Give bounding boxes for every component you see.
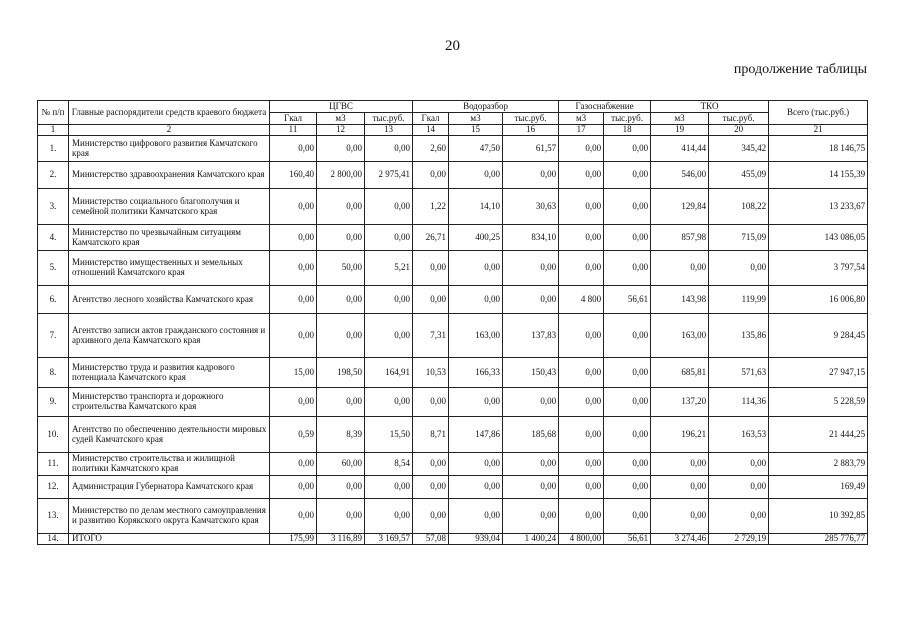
row-value: 30,63 bbox=[503, 189, 559, 225]
row-value: 0,00 bbox=[559, 476, 604, 499]
row-value: 0,00 bbox=[365, 189, 413, 225]
row-value: 185,68 bbox=[503, 417, 559, 453]
row-value: 3 797,54 bbox=[769, 251, 868, 286]
row-value: 0,00 bbox=[413, 162, 449, 189]
row-value: 147,86 bbox=[449, 417, 503, 453]
row-name: ИТОГО bbox=[69, 534, 270, 545]
row-value: 1,22 bbox=[413, 189, 449, 225]
row-value: 939,04 bbox=[449, 534, 503, 545]
row-value: 345,42 bbox=[709, 136, 769, 162]
page-number: 20 bbox=[445, 38, 460, 54]
row-value: 163,00 bbox=[651, 314, 709, 358]
row-value: 10,53 bbox=[413, 358, 449, 388]
header-unit: Гкал bbox=[270, 113, 317, 125]
column-number: 12 bbox=[317, 125, 365, 136]
column-number: 11 bbox=[270, 125, 317, 136]
row-value: 2 800,00 bbox=[317, 162, 365, 189]
row-value: 21 444,25 bbox=[769, 417, 868, 453]
row-value: 0,00 bbox=[317, 286, 365, 314]
header-total: Всего (тыс.руб.) bbox=[769, 101, 868, 125]
row-number: 4. bbox=[38, 225, 69, 251]
row-value: 0,00 bbox=[317, 189, 365, 225]
row-value: 60,00 bbox=[317, 453, 365, 476]
row-value: 169,49 bbox=[769, 476, 868, 499]
row-value: 26,71 bbox=[413, 225, 449, 251]
row-value: 0,00 bbox=[559, 189, 604, 225]
row-value: 0,00 bbox=[365, 388, 413, 417]
row-value: 0,00 bbox=[365, 225, 413, 251]
row-number: 12. bbox=[38, 476, 69, 499]
column-number: 2 bbox=[69, 125, 270, 136]
row-name: Министерство по делам местного самоуправления и развитию Корякского округа Камчатского края bbox=[69, 499, 270, 534]
row-value: 13 233,67 bbox=[769, 189, 868, 225]
row-number: 7. bbox=[38, 314, 69, 358]
row-value: 8,71 bbox=[413, 417, 449, 453]
row-value: 0,00 bbox=[503, 499, 559, 534]
row-value: 0,00 bbox=[503, 388, 559, 417]
row-value: 0,00 bbox=[413, 476, 449, 499]
row-value: 0,00 bbox=[651, 476, 709, 499]
row-value: 137,83 bbox=[503, 314, 559, 358]
row-value: 0,00 bbox=[449, 476, 503, 499]
header-group-cgvs: ЦГВС bbox=[270, 101, 413, 113]
table-row bbox=[38, 534, 868, 545]
row-value: 50,00 bbox=[317, 251, 365, 286]
table-row bbox=[38, 476, 868, 499]
table-row bbox=[38, 136, 868, 162]
row-value: 2 975,41 bbox=[365, 162, 413, 189]
row-value: 16 006,80 bbox=[769, 286, 868, 314]
row-value: 3 274,46 bbox=[651, 534, 709, 545]
row-value: 0,00 bbox=[365, 136, 413, 162]
table-row bbox=[38, 251, 868, 286]
column-number: 15 bbox=[449, 125, 503, 136]
column-number-row bbox=[38, 125, 868, 136]
row-value: 0,00 bbox=[270, 314, 317, 358]
row-value: 285 776,77 bbox=[769, 534, 868, 545]
row-value: 0,00 bbox=[317, 314, 365, 358]
row-value: 0,00 bbox=[270, 225, 317, 251]
budget-table bbox=[37, 100, 868, 545]
row-value: 0,00 bbox=[604, 136, 651, 162]
continuation-label: продолжение таблицы bbox=[733, 62, 867, 77]
row-value: 0,00 bbox=[604, 314, 651, 358]
header-unit: тыс.руб. bbox=[709, 113, 769, 125]
row-value: 0,00 bbox=[709, 453, 769, 476]
table-row bbox=[38, 314, 868, 358]
row-value: 56,61 bbox=[604, 286, 651, 314]
row-value: 164,91 bbox=[365, 358, 413, 388]
row-value: 14 155,39 bbox=[769, 162, 868, 189]
row-value: 0,00 bbox=[413, 499, 449, 534]
row-value: 0,00 bbox=[709, 476, 769, 499]
row-value: 0,00 bbox=[709, 499, 769, 534]
row-number: 3. bbox=[38, 189, 69, 225]
row-value: 0,00 bbox=[604, 251, 651, 286]
row-value: 0,00 bbox=[449, 251, 503, 286]
column-number: 19 bbox=[651, 125, 709, 136]
row-value: 571,63 bbox=[709, 358, 769, 388]
row-value: 2,60 bbox=[413, 136, 449, 162]
header-unit: тыс.руб. bbox=[604, 113, 651, 125]
row-value: 0,00 bbox=[604, 388, 651, 417]
row-value: 7,31 bbox=[413, 314, 449, 358]
table-row bbox=[38, 358, 868, 388]
column-number: 1 bbox=[38, 125, 69, 136]
row-value: 414,44 bbox=[651, 136, 709, 162]
row-value: 2 729,19 bbox=[709, 534, 769, 545]
row-value: 0,00 bbox=[604, 417, 651, 453]
row-value: 0,00 bbox=[604, 476, 651, 499]
row-name: Агентство лесного хозяйства Камчатского края bbox=[69, 286, 270, 314]
row-value: 129,84 bbox=[651, 189, 709, 225]
row-value: 14,10 bbox=[449, 189, 503, 225]
row-value: 0,00 bbox=[604, 453, 651, 476]
row-value: 135,86 bbox=[709, 314, 769, 358]
row-value: 175,99 bbox=[270, 534, 317, 545]
row-value: 0,00 bbox=[651, 251, 709, 286]
row-value: 0,00 bbox=[449, 499, 503, 534]
row-value: 0,00 bbox=[503, 286, 559, 314]
row-value: 0,00 bbox=[317, 476, 365, 499]
row-value: 0,00 bbox=[559, 388, 604, 417]
row-value: 8,39 bbox=[317, 417, 365, 453]
row-number: 1. bbox=[38, 136, 69, 162]
row-value: 0,00 bbox=[413, 251, 449, 286]
table-row bbox=[38, 286, 868, 314]
row-value: 198,50 bbox=[317, 358, 365, 388]
row-value: 0,00 bbox=[317, 499, 365, 534]
header-unit: Гкал bbox=[413, 113, 449, 125]
table-row bbox=[38, 499, 868, 534]
table-row bbox=[38, 388, 868, 417]
header-unit: м3 bbox=[651, 113, 709, 125]
row-name: Министерство социального благополучия и семейной политики Камчатского края bbox=[69, 189, 270, 225]
row-name: Министерство по чрезвычайным ситуациям Камчатского края bbox=[69, 225, 270, 251]
row-value: 0,00 bbox=[559, 162, 604, 189]
row-value: 857,98 bbox=[651, 225, 709, 251]
row-number: 13. bbox=[38, 499, 69, 534]
row-value: 0,00 bbox=[449, 286, 503, 314]
row-value: 0,00 bbox=[604, 358, 651, 388]
row-value: 2 883,79 bbox=[769, 453, 868, 476]
row-value: 163,53 bbox=[709, 417, 769, 453]
row-value: 0,00 bbox=[559, 499, 604, 534]
row-value: 685,81 bbox=[651, 358, 709, 388]
header-unit: м3 bbox=[449, 113, 503, 125]
row-value: 0,00 bbox=[651, 499, 709, 534]
row-value: 56,61 bbox=[604, 534, 651, 545]
table-row bbox=[38, 417, 868, 453]
row-value: 0,00 bbox=[709, 251, 769, 286]
row-value: 0,00 bbox=[449, 388, 503, 417]
row-value: 0,00 bbox=[651, 453, 709, 476]
row-value: 119,99 bbox=[709, 286, 769, 314]
row-value: 0,00 bbox=[413, 388, 449, 417]
row-name: Министерство имущественных и земельных отношений Камчатского края bbox=[69, 251, 270, 286]
row-value: 455,09 bbox=[709, 162, 769, 189]
row-value: 834,10 bbox=[503, 225, 559, 251]
column-number: 16 bbox=[503, 125, 559, 136]
header-name: Главные распорядители средств краевого бюджета bbox=[69, 101, 270, 125]
row-value: 163,00 bbox=[449, 314, 503, 358]
row-value: 1 400,24 bbox=[503, 534, 559, 545]
row-value: 0,00 bbox=[270, 189, 317, 225]
row-value: 0,59 bbox=[270, 417, 317, 453]
row-name: Министерство здравоохранения Камчатского края bbox=[69, 162, 270, 189]
row-value: 0,00 bbox=[503, 476, 559, 499]
row-value: 3 169,57 bbox=[365, 534, 413, 545]
row-name: Агентство по обеспечению деятельности мировых судей Камчатского края bbox=[69, 417, 270, 453]
row-value: 0,00 bbox=[317, 225, 365, 251]
row-value: 0,00 bbox=[604, 225, 651, 251]
row-value: 150,43 bbox=[503, 358, 559, 388]
row-value: 0,00 bbox=[317, 136, 365, 162]
row-value: 0,00 bbox=[559, 417, 604, 453]
row-name: Министерство цифрового развития Камчатского края bbox=[69, 136, 270, 162]
row-value: 3 116,89 bbox=[317, 534, 365, 545]
row-value: 4 800 bbox=[559, 286, 604, 314]
row-value: 0,00 bbox=[604, 189, 651, 225]
row-value: 0,00 bbox=[449, 453, 503, 476]
row-value: 0,00 bbox=[317, 388, 365, 417]
row-value: 0,00 bbox=[270, 286, 317, 314]
row-value: 9 284,45 bbox=[769, 314, 868, 358]
row-value: 715,09 bbox=[709, 225, 769, 251]
column-number: 13 bbox=[365, 125, 413, 136]
row-value: 0,00 bbox=[270, 499, 317, 534]
row-value: 0,00 bbox=[559, 225, 604, 251]
row-value: 0,00 bbox=[270, 388, 317, 417]
row-value: 57,08 bbox=[413, 534, 449, 545]
row-value: 143,98 bbox=[651, 286, 709, 314]
row-value: 47,50 bbox=[449, 136, 503, 162]
row-value: 0,00 bbox=[604, 499, 651, 534]
row-value: 4 800,00 bbox=[559, 534, 604, 545]
column-number: 20 bbox=[709, 125, 769, 136]
row-value: 0,00 bbox=[413, 453, 449, 476]
row-value: 108,22 bbox=[709, 189, 769, 225]
row-value: 0,00 bbox=[559, 358, 604, 388]
row-value: 0,00 bbox=[503, 251, 559, 286]
header-group-gas: Газоснабжение bbox=[559, 101, 651, 113]
row-value: 0,00 bbox=[365, 286, 413, 314]
row-value: 15,00 bbox=[270, 358, 317, 388]
row-value: 0,00 bbox=[559, 314, 604, 358]
row-value: 0,00 bbox=[365, 499, 413, 534]
row-number: 5. bbox=[38, 251, 69, 286]
column-number: 21 bbox=[769, 125, 868, 136]
row-value: 61,57 bbox=[503, 136, 559, 162]
table-row bbox=[38, 189, 868, 225]
table-row bbox=[38, 225, 868, 251]
row-value: 0,00 bbox=[365, 476, 413, 499]
row-value: 0,00 bbox=[413, 286, 449, 314]
row-value: 0,00 bbox=[270, 251, 317, 286]
row-number: 11. bbox=[38, 453, 69, 476]
row-value: 114,36 bbox=[709, 388, 769, 417]
header-unit: м3 bbox=[317, 113, 365, 125]
row-value: 15,50 bbox=[365, 417, 413, 453]
row-value: 0,00 bbox=[270, 136, 317, 162]
row-value: 166,33 bbox=[449, 358, 503, 388]
row-name: Агентство записи актов гражданского состояния и архивного дела Камчатского края bbox=[69, 314, 270, 358]
header-num: № п/п bbox=[38, 101, 69, 125]
header-group-vodorazbor: Водоразбор bbox=[413, 101, 559, 113]
row-name: Администрация Губернатора Камчатского края bbox=[69, 476, 270, 499]
row-name: Министерство строительства и жилищной политики Камчатского края bbox=[69, 453, 270, 476]
row-value: 0,00 bbox=[559, 453, 604, 476]
row-value: 0,00 bbox=[559, 251, 604, 286]
row-value: 400,25 bbox=[449, 225, 503, 251]
row-value: 546,00 bbox=[651, 162, 709, 189]
table-row bbox=[38, 162, 868, 189]
row-value: 160,40 bbox=[270, 162, 317, 189]
column-number: 18 bbox=[604, 125, 651, 136]
row-value: 137,20 bbox=[651, 388, 709, 417]
row-value: 0,00 bbox=[449, 162, 503, 189]
row-value: 18 146,75 bbox=[769, 136, 868, 162]
row-name: Министерство транспорта и дорожного строительства Камчатского края bbox=[69, 388, 270, 417]
row-value: 0,00 bbox=[270, 476, 317, 499]
row-value: 5,21 bbox=[365, 251, 413, 286]
row-value: 0,00 bbox=[559, 136, 604, 162]
row-number: 6. bbox=[38, 286, 69, 314]
table-row bbox=[38, 453, 868, 476]
column-number: 14 bbox=[413, 125, 449, 136]
row-value: 0,00 bbox=[270, 453, 317, 476]
row-value: 5 228,59 bbox=[769, 388, 868, 417]
row-value: 0,00 bbox=[365, 314, 413, 358]
row-number: 8. bbox=[38, 358, 69, 388]
row-number: 2. bbox=[38, 162, 69, 189]
header-group-tko: ТКО bbox=[651, 101, 769, 113]
header-unit: тыс.руб. bbox=[503, 113, 559, 125]
header-unit: тыс.руб. bbox=[365, 113, 413, 125]
row-value: 27 947,15 bbox=[769, 358, 868, 388]
row-value: 8,54 bbox=[365, 453, 413, 476]
row-value: 0,00 bbox=[604, 162, 651, 189]
row-number: 14. bbox=[38, 534, 69, 545]
row-value: 10 392,85 bbox=[769, 499, 868, 534]
row-value: 0,00 bbox=[503, 453, 559, 476]
row-value: 143 086,05 bbox=[769, 225, 868, 251]
column-number: 17 bbox=[559, 125, 604, 136]
row-number: 10. bbox=[38, 417, 69, 453]
row-number: 9. bbox=[38, 388, 69, 417]
header-unit: м3 bbox=[559, 113, 604, 125]
row-value: 196,21 bbox=[651, 417, 709, 453]
row-name: Министерство труда и развития кадрового потенциала Камчатского края bbox=[69, 358, 270, 388]
row-value: 0,00 bbox=[503, 162, 559, 189]
